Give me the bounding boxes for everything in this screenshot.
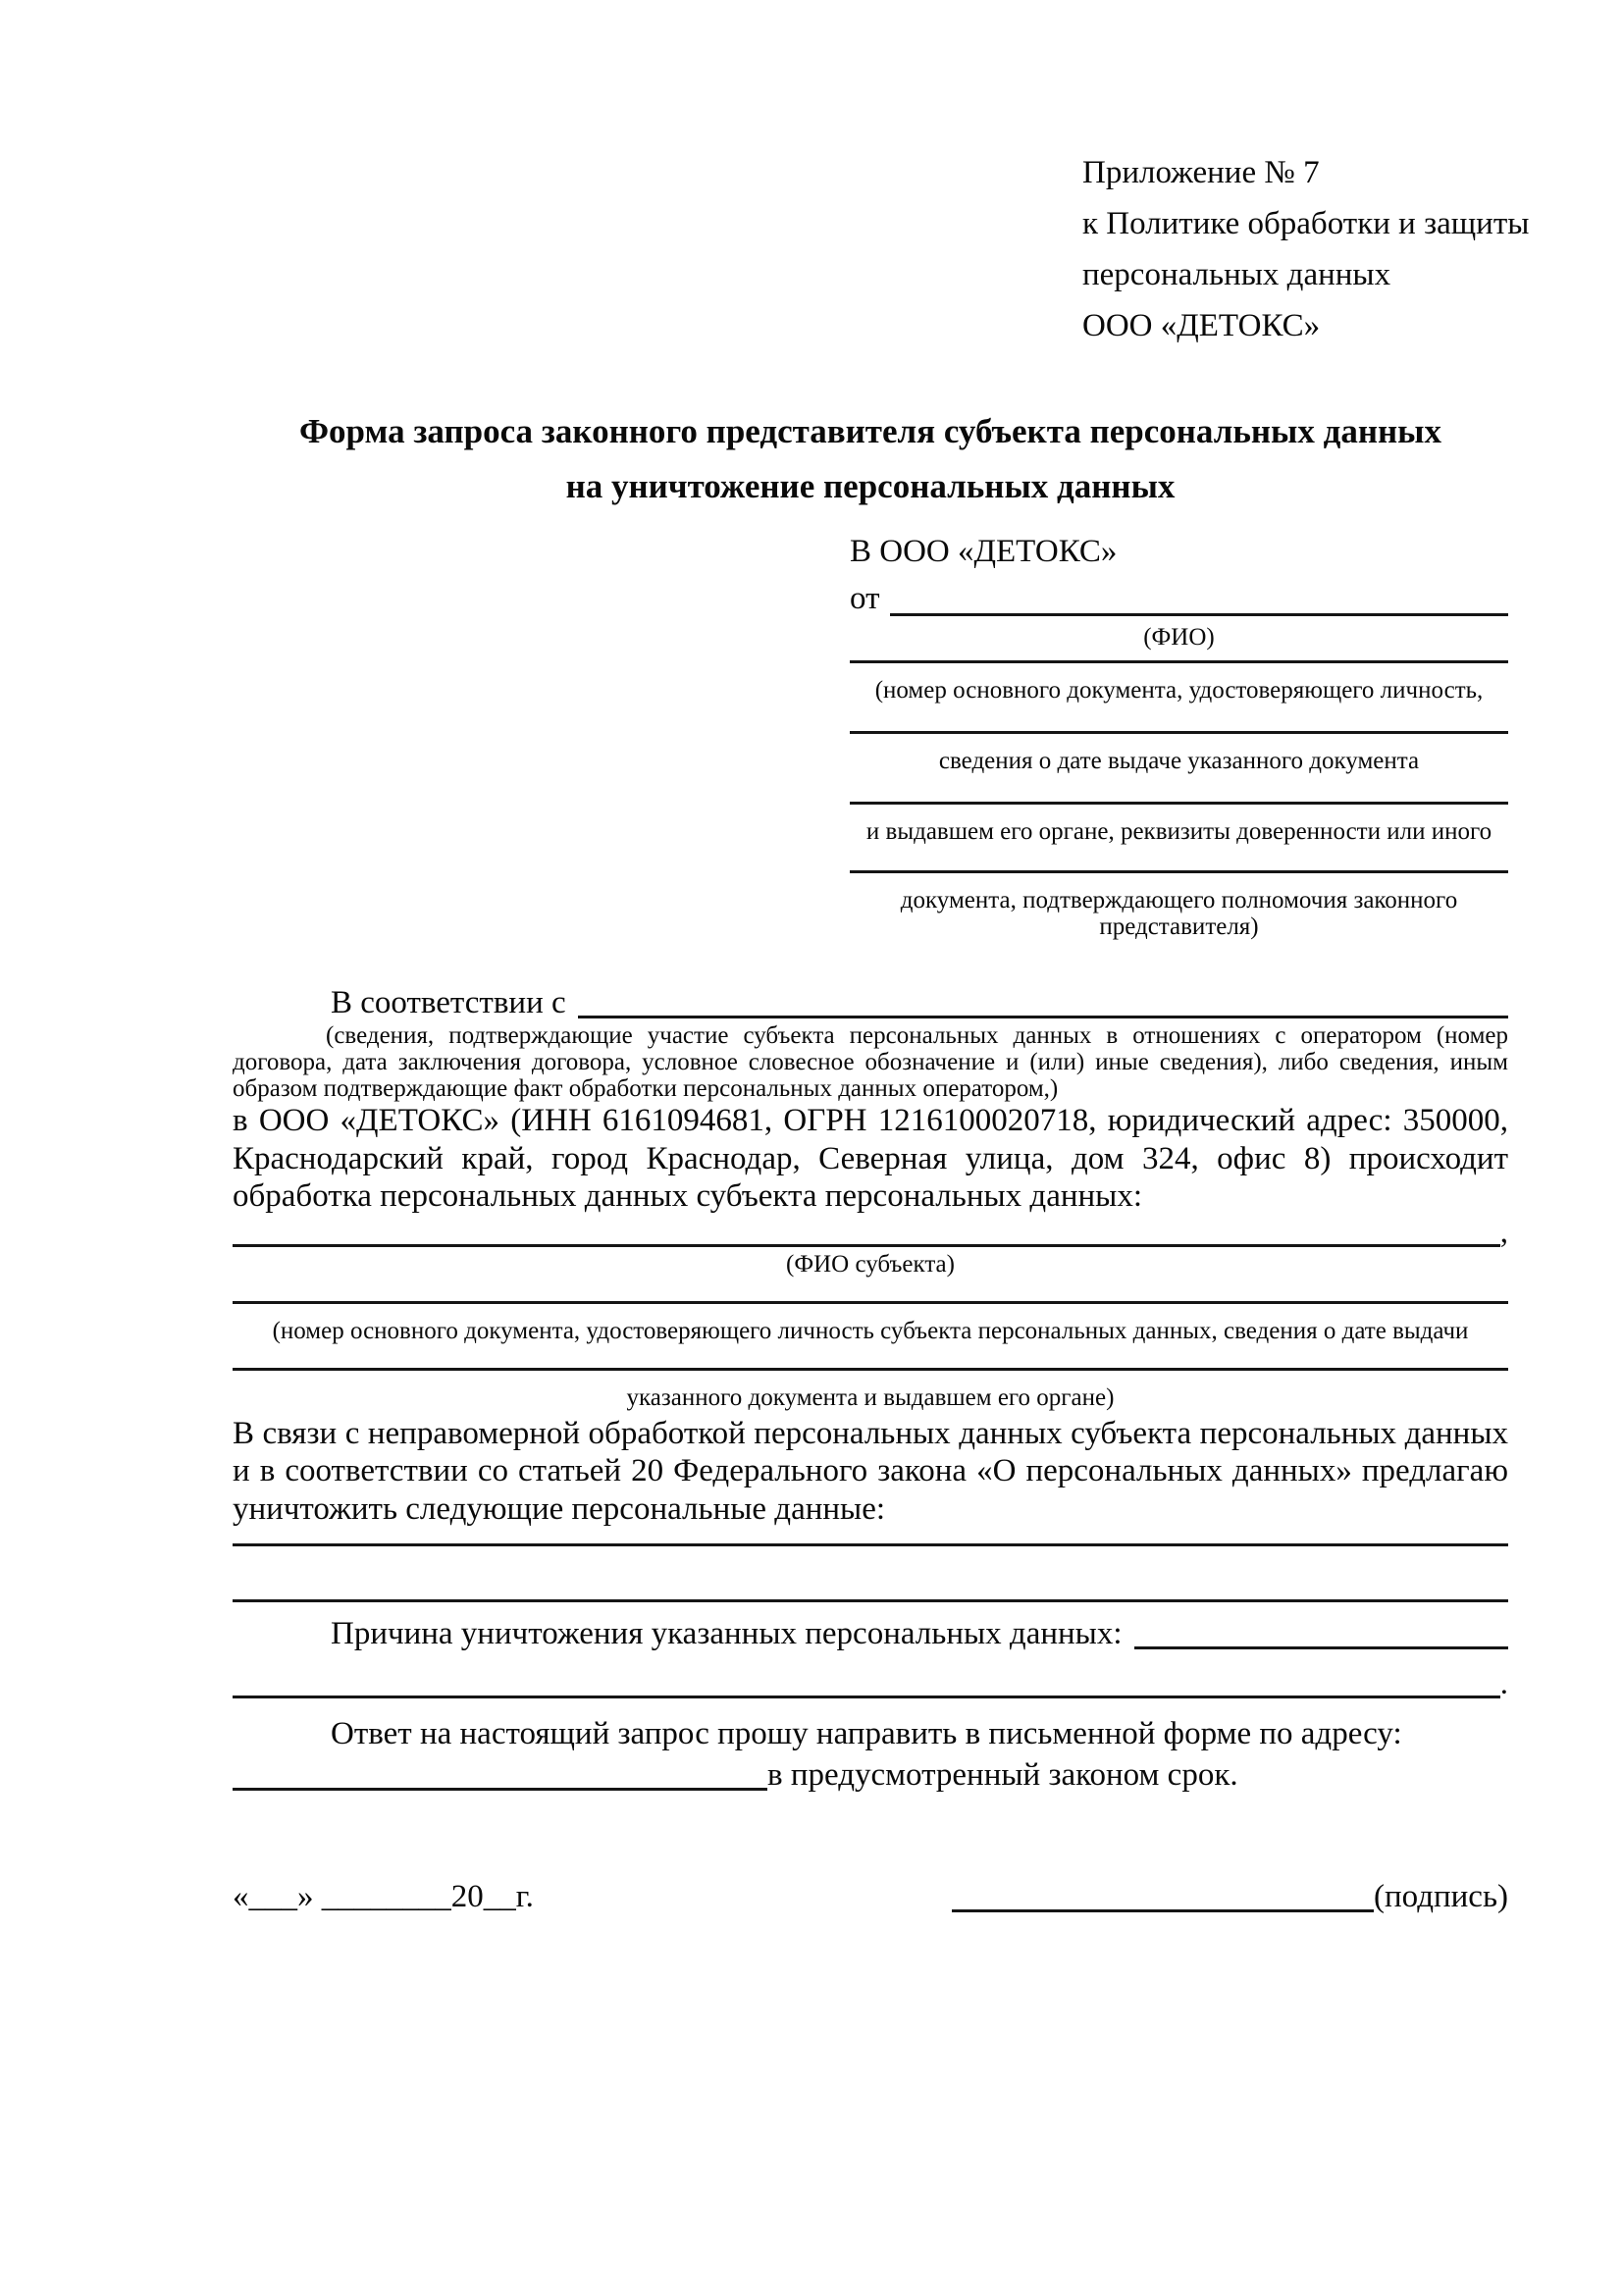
subject-doc-line-1 xyxy=(233,1301,1508,1304)
data-blank-line-2 xyxy=(233,1599,1508,1602)
blank-line xyxy=(850,731,1508,734)
blank-field-2 xyxy=(850,731,1508,774)
form-title xyxy=(233,404,1508,514)
accordance-note: (сведения, подтверждающие участие субъекта персональных данных в отношениях с оператором (номер договора, дата заключения договора, условное словесное обозначение и (или) иные сведения), либо сведения, иным образом подтверждающие факт обработки персональных данных оператором,) xyxy=(233,1022,1508,1102)
signature-row xyxy=(233,1875,1508,1918)
line-caption: сведения о дате выдаче указанного документа xyxy=(938,748,1420,774)
data-blank-line-1 xyxy=(233,1543,1508,1546)
blank-line xyxy=(850,870,1508,873)
reason-fill-line-2 xyxy=(233,1667,1500,1698)
subject-doc-caption-2: указанного документа и выдавшем его органе) xyxy=(626,1383,1115,1411)
accordance-row xyxy=(233,983,1508,1022)
reason-continuation-row xyxy=(233,1667,1508,1700)
reason-label: Причина уничтожения указанных персональных данных: xyxy=(331,1616,1123,1651)
line-caption: (номер основного документа, удостоверяющего личность, xyxy=(874,677,1484,704)
blank-line xyxy=(850,802,1508,805)
addressee-organization: В ООО «ДЕТОКС» xyxy=(850,534,1118,569)
subject-fio-row xyxy=(233,1216,1508,1249)
trailing-period: . xyxy=(1499,1666,1508,1701)
blank-field-1 xyxy=(850,660,1508,704)
addressee-block xyxy=(850,528,1508,940)
annex-line: ООО «ДЕТОКС» xyxy=(1082,308,1321,343)
subject-doc-caption-1: (номер основного документа, удостоверяющего личность субъекта персональных данных, сведения о дате выдачи xyxy=(272,1317,1469,1344)
trailing-comma: , xyxy=(1499,1214,1508,1250)
line-caption: и выдавшем его органе, реквизиты доверенности или иного xyxy=(865,818,1492,845)
from-fill-line xyxy=(890,575,1509,616)
signature-line xyxy=(952,1875,1374,1912)
subject-fio-line xyxy=(233,1216,1500,1247)
reason-fill-line xyxy=(1134,1614,1508,1649)
annex-block xyxy=(1082,147,1530,351)
reply-address-line xyxy=(233,1753,767,1791)
signature-caption: (подпись) xyxy=(1374,1879,1508,1914)
subject-doc-line-2 xyxy=(233,1368,1508,1371)
form-title-line-2: на уничтожение персональных данных xyxy=(565,467,1176,505)
reason-row xyxy=(233,1614,1508,1653)
operator-paragraph: в ООО «ДЕТОКС» (ИНН 6161094681, ОГРН 1216100020718, юридический адрес: 350000, Краснодарский край, город Краснодар, Северная улица, дом 324, офис 8) происходит обработка персональных данных субъекта персональных данных: xyxy=(233,1103,1508,1214)
demand-paragraph: В связи с неправомерной обработкой персональных данных субъекта персональных данных и в соответствии со статьей 20 Федерального закона «О персональных данных» предлагаю уничтожить следующие персональные данные: xyxy=(233,1415,1508,1527)
blank-field-3 xyxy=(850,802,1508,845)
subject-fio-caption: (ФИО субъекта) xyxy=(786,1250,955,1278)
annex-line: персональных данных xyxy=(1082,257,1391,292)
date-line: «___» ________20__г. xyxy=(233,1879,534,1914)
annex-line: Приложение № 7 xyxy=(1082,155,1320,190)
reply-paragraph: Ответ на настоящий запрос прошу направить в письменной форме по адресу: xyxy=(331,1716,1402,1751)
from-row xyxy=(850,575,1508,622)
reply-tail: в предусмотренный законом срок. xyxy=(767,1757,1238,1793)
signature-spacer xyxy=(534,1875,952,1918)
blank-line xyxy=(850,660,1508,663)
accordance-fill-line xyxy=(578,983,1508,1018)
fio-caption: (ФИО) xyxy=(1143,624,1215,651)
from-label: от xyxy=(850,581,880,616)
annex-line: к Политике обработки и защиты xyxy=(1082,206,1530,241)
line-caption: документа, подтверждающего полномочия законного представителя) xyxy=(900,887,1458,940)
blank-field-4 xyxy=(850,870,1508,940)
accordance-lead: В соответствии с xyxy=(331,985,566,1020)
form-title-line-1: Форма запроса законного представителя субъекта персональных данных xyxy=(299,412,1441,450)
reply-address-row xyxy=(233,1753,1508,1797)
